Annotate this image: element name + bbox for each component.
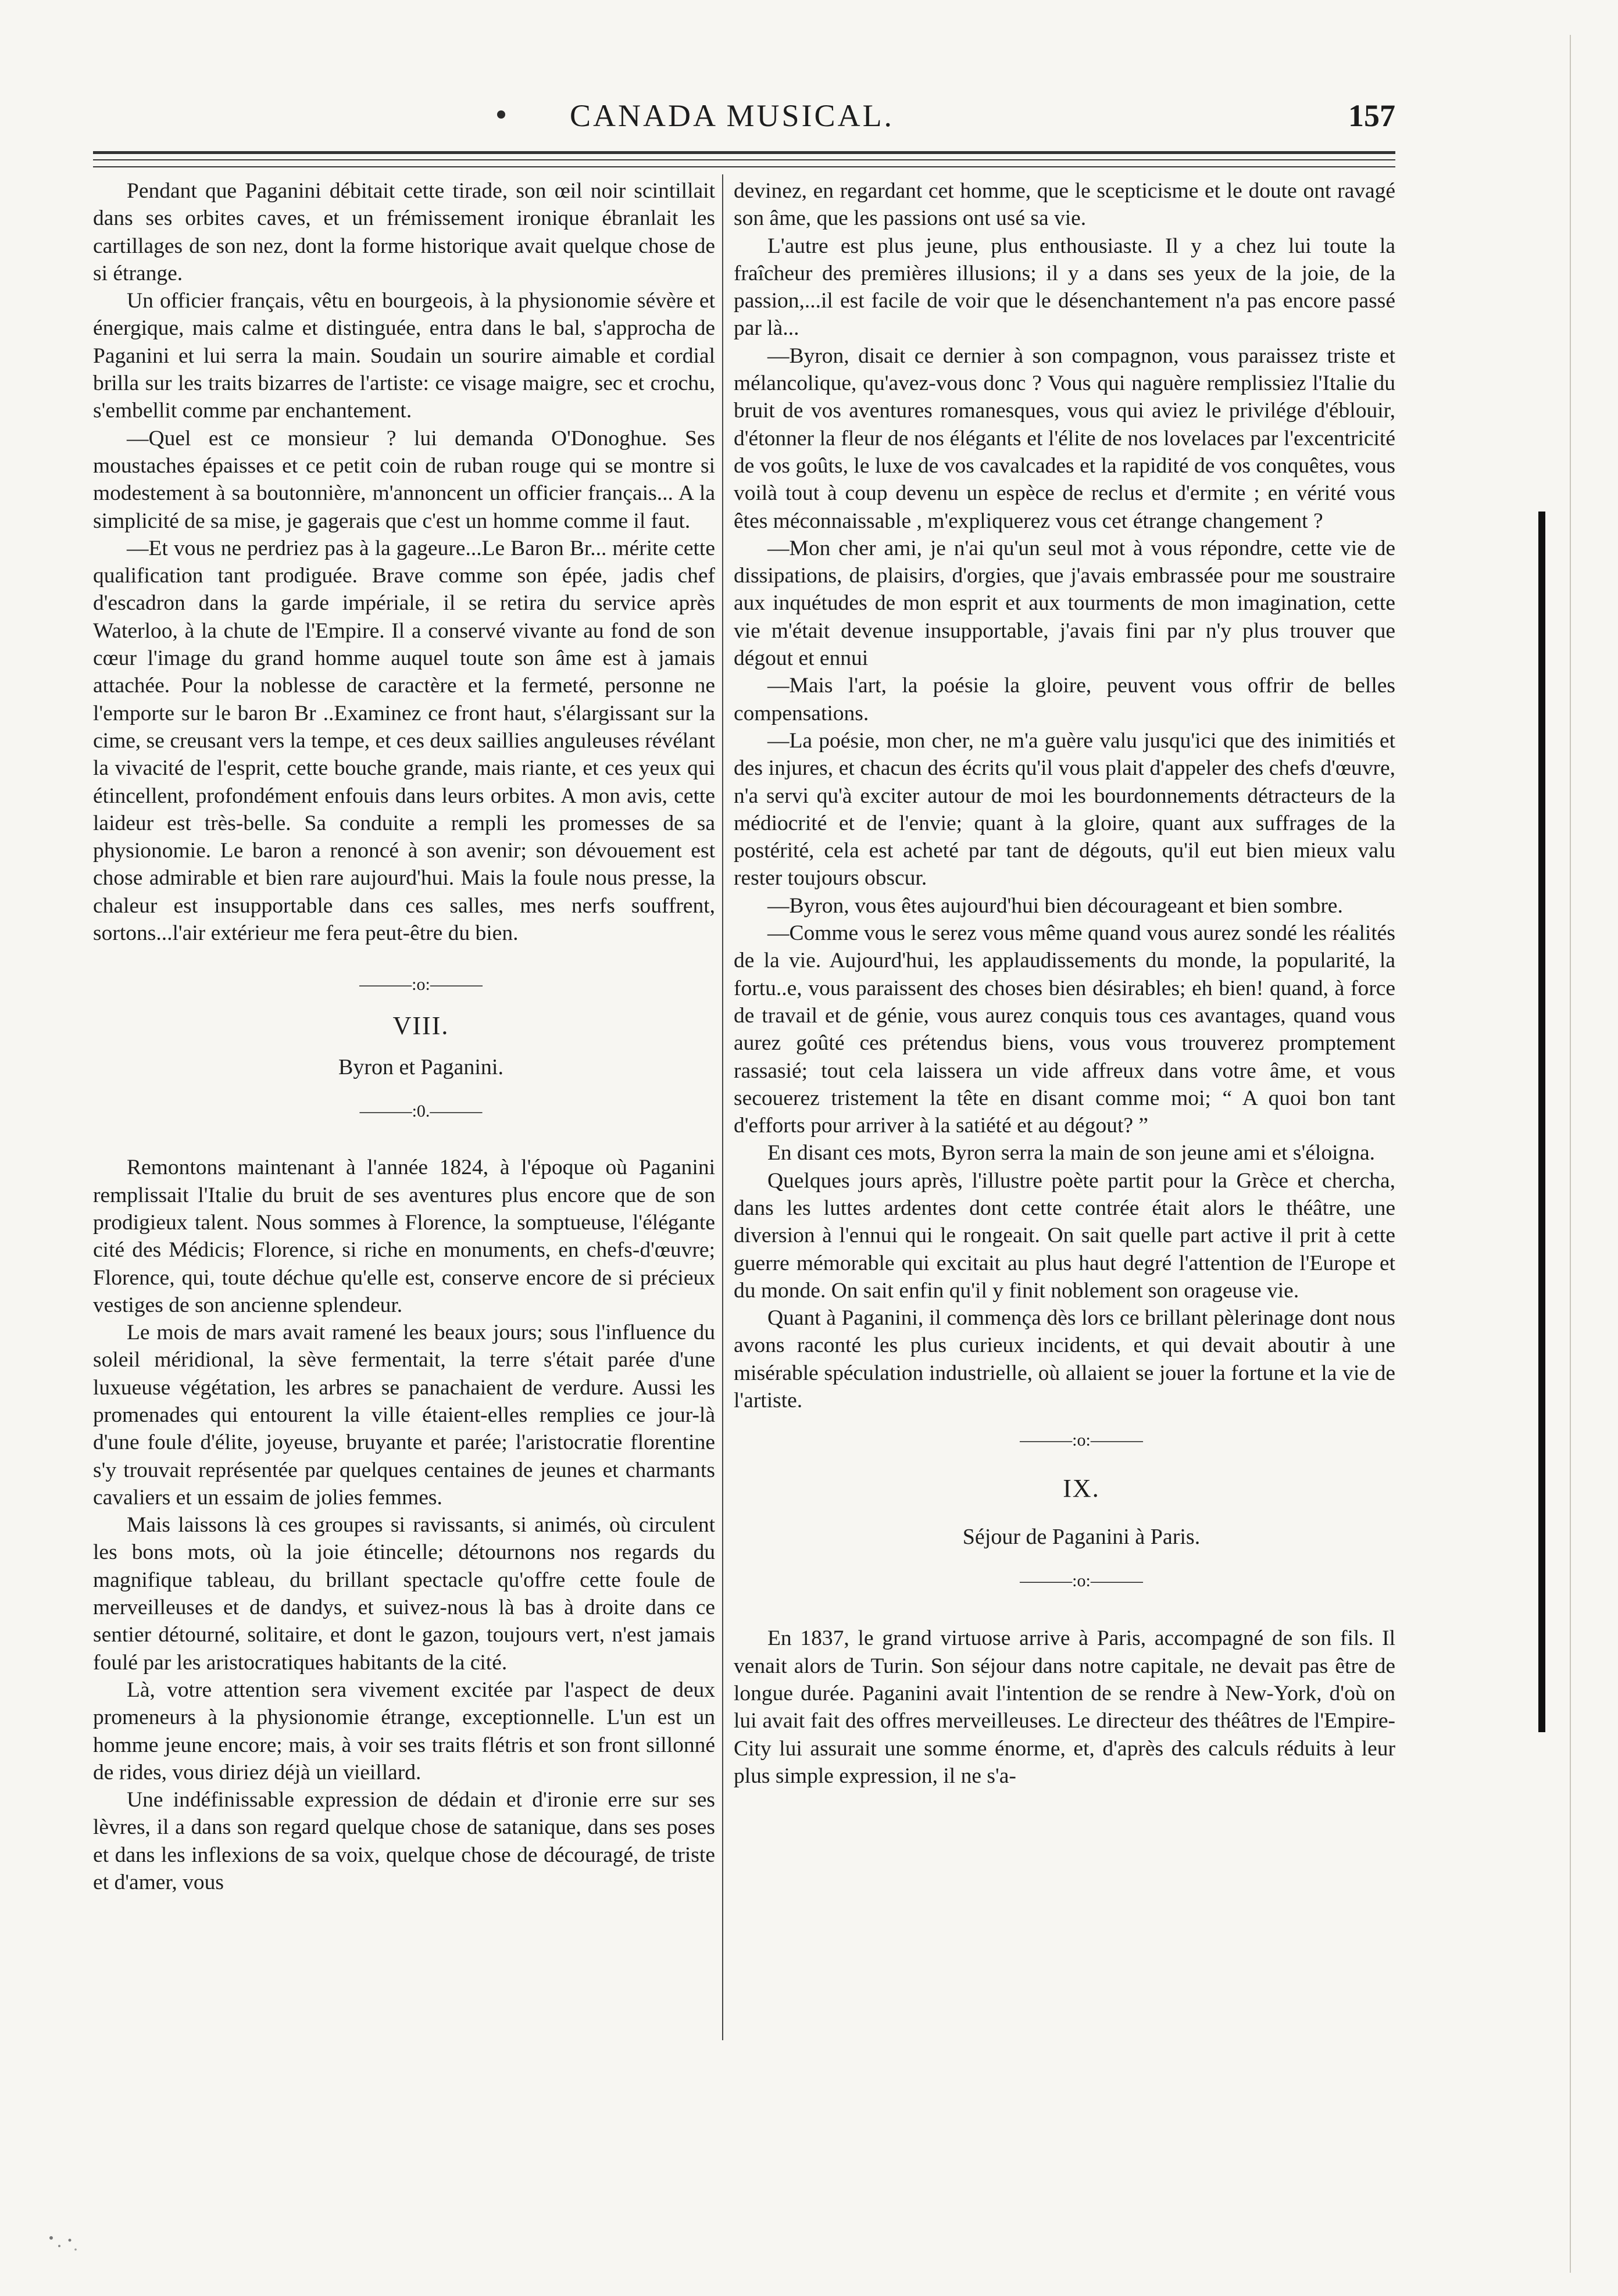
column-divider: [722, 174, 723, 2040]
print-specks: [47, 2232, 81, 2255]
paragraph: devinez, en regardant cet homme, que le scepticisme et le doute ont ravagé son âme, que les passions ont usé sa vie.: [734, 179, 1395, 231]
paragraph: En disant ces mots, Byron serra la main de son jeune ami et s'éloigna.: [767, 1141, 1376, 1165]
section-separator: ———:o:———: [359, 975, 483, 995]
paragraph: Quant à Paganini, il commença dès lors ce brillant pèlerinage dont nous avons raconté les plus curieux incidents, et qui devait aboutir à une misérable spéculation industrielle, où allaient se jouer la fortune et la vie de l'artiste.: [734, 1306, 1395, 1413]
section-separator: ———:o:———: [1020, 1571, 1143, 1591]
paragraph: Quelques jours après, l'illustre poète partit pour la Grèce et chercha, dans les luttes ardentes dont cette contrée était alors le théâtre, une diversion à l'ennui qui le rongeait. On sait quelle part active il prit à cette guerre mémorable qui excitait au plus haut degré l'attention de l'Europe et du monde. On sait enfin qu'il y finit noblement son orageuse vie.: [734, 1168, 1395, 1303]
paragraph: —Byron, vous êtes aujourd'hui bien décourageant et bien sombre.: [767, 893, 1343, 918]
margin-mark: [1538, 512, 1545, 1732]
paragraph: En 1837, le grand virtuose arrive à Paris, accompagné de son fils. Il venait alors de Turin. Son séjour dans notre capitale, ne devait pas être de longue durée. Paganini avait l'intention de se rendre à New-York, d'où on lui avait fait des offres merveilleuses. Le directeur des théâtres de l'Empire-City lui assurait une somme énorme, et, d'après des calculs réduits à leur plus simple expression, il ne s'a-: [734, 1626, 1395, 1788]
page-number: 157: [1348, 98, 1395, 133]
page-header: [76, 87, 1413, 145]
paragraph: Mais laissons là ces groupes si ravissants, si animés, où circulent les bons mots, où la joie étincelle; détournons nos regards du magnifique tableau, du brillant spectacle qu'offre cette foule de merveilleuses et de dandys, et suivez-nous là bas à droite dans ce sentier détourné, solitaire, et dont le gazon, toujours vert, n'est jamais foulé par les aristocratiques habitants de la cité.: [93, 1513, 715, 1675]
paragraph: —La poésie, mon cher, ne m'a guère valu jusqu'ici que des inimitiés et des injures, et chacun des écrits qu'il vous plait d'appeler des chefs d'œuvre, n'a servi qu'à exciter autour de moi les bourdonnements détracteurs de la médiocrité et de l'envie; quant à la gloire, quant aux suffrages de la postérité, cela est acheté par tant de dégouts, qu'il eut bien mieux valu rester toujours obscur.: [734, 728, 1395, 890]
chapter-title: Séjour de Paganini à Paris.: [962, 1525, 1201, 1550]
right-column: [734, 177, 1395, 1790]
section-separator: ———:o:———: [1020, 1430, 1143, 1450]
paragraph: L'autre est plus jeune, plus enthousiaste. Il y a chez lui toute la fraîcheur des premières illusions; il y a dans ses yeux de la joie, de la passion,...il est facile de voir que le désenchantement n'a pas encore passé par là...: [734, 234, 1395, 341]
chapter-title: Byron et Paganini.: [338, 1055, 503, 1080]
paragraph: Pendant que Paganini débitait cette tirade, son œil noir scintillait dans ses orbites caves, et un frémissement ironique ébranlait les cartillages de son nez, dont la forme historique avait quelque chose de si étrange.: [93, 179, 715, 285]
paragraph: —Mon cher ami, je n'ai qu'un seul mot à vous répondre, cette vie de dissipations, de plaisirs, d'orgies, que j'avais embrassée pour me soustraire aux inquétudes de mon esprit et aux tourments de mon imagination, cette vie m'était devenue insupportable, j'avais fini par n'y plus trouver que dégout et ennui: [734, 536, 1395, 671]
running-title: CANADA MUSICAL.: [570, 98, 895, 133]
paragraph: —Byron, disait ce dernier à son compagnon, vous paraissez triste et mélancolique, qu'avez-vous donc ? Vous qui naguère remplissiez l'Italie du bruit de vos aventures romanesques, vous qui aviez le privilége d'éblouir, d'étonner la fleur de nos élégants et l'élite de nos lovelaces par l'excentricité de vos goûts, le luxe de vos cavalcades et la rapidité de vos conquêtes, vous voilà tout à coup devenu un espèce de reclus et d'ermite ; en vérité vous êtes méconnaissable , m'expliquerez vous cet étrange changement ?: [734, 344, 1395, 533]
page-edge: [1570, 35, 1571, 2273]
paragraph: —Quel est ce monsieur ? lui demanda O'Donoghue. Ses moustaches épaisses et ce petit coin de ruban rouge qui se montre si modestement à sa boutonnière, m'annoncent un officier français... A la simplicité de sa mise, je gagerais que c'est un homme comme il faut.: [93, 426, 715, 533]
paragraph: —Mais l'art, la poésie la gloire, peuvent vous offrir de belles compensations.: [734, 674, 1395, 725]
paragraph: Là, votre attention sera vivement excitée par l'aspect de deux promeneurs à la physionomie étrange, exceptionnelle. L'un est un homme jeune encore; mais, à voir ses traits flétris et son front sillonné de rides, vous diriez déjà un vieillard.: [93, 1678, 715, 1784]
header-rule-thin: [93, 159, 1395, 160]
ornament-dot: [497, 110, 505, 119]
paragraph: —Et vous ne perdriez pas à la gageure...Le Baron Br... mérite cette qualification tant prodiguée. Brave comme son épée, jadis chef d'escadron dans la garde impériale, il se retira du service après Waterloo, à la chute de l'Empire. Il a conservé vivante au fond de son cœur l'image du grand homme auquel toute son âme est à jamais attachée. Pour la noblesse de caractère et la fermeté, personne ne l'emporte sur le baron Br ..Examinez ce front haut, s'élargissant sur la cime, se creusant vers la tempe, et ces deux saillies anguleuses révélant la vivacité de l'esprit, cette bouche grande, mais riante, et ces yeux qui étincellent, profondément enfouis dans leurs orbites. A mon avis, cette laideur est très-belle. Sa conduite a rempli les promesses de sa physionomie. Le baron a renoncé à son avenir; son dévouement est chose admirable et bien rare aujourd'hui. Mais la foule nous presse, la chaleur est insupportable dans ces salles, mes nerfs souffrent, sortons...l'air extérieur me fera peut-être du bien.: [93, 536, 715, 946]
chapter-number: VIII.: [392, 1011, 449, 1040]
left-column: [93, 177, 715, 1896]
section-separator: ———:0.———: [359, 1101, 483, 1121]
paragraph: —Comme vous le serez vous même quand vous aurez sondé les réalités de la vie. Aujourd'hui, les applaudissements du monde, la popularité, la fortu..e, vous paraissent des choses bien désirables; eh bien! quand, à force de travail et de génie, vous aurez conquis tous ces avantages, quand vous aurez goûté ces prétendus biens, vous vous trouverez promptement rassasié; tout cela laissera un vide affreux dans votre âme, et vous secouerez tristement la tête en disant comme moi; “ A quoi bon tant d'efforts pour arriver à la satiété et au dégout? ”: [734, 921, 1395, 1138]
paragraph: Une indéfinissable expression de dédain et d'ironie erre sur ses lèvres, il a dans son regard quelque chose de satanique, dans ses poses et dans les inflexions de sa voix, quelque chose de découragé, de triste et d'amer, vous: [93, 1788, 715, 1895]
paragraph: Remontons maintenant à l'année 1824, à l'époque où Paganini remplissait l'Italie du bruit de ses aventures plus encore que de son prodigieux talent. Nous sommes à Florence, la somptueuse, l'élégante cité des Médicis; Florence, si riche en monuments, en chefs-d'œuvre; Florence, qui, toute déchue qu'elle est, conserve encore de si précieux vestiges de son ancienne splendeur.: [93, 1156, 715, 1317]
chapter-number: IX.: [1063, 1474, 1100, 1503]
paragraph: Le mois de mars avait ramené les beaux jours; sous l'influence du soleil méridional, la sève fermentait, la terre s'était parée d'une luxueuse végétation, les arbres se panachaient de verdure. Aussi les promenades qui entourent la ville étaient-elles remplies ce jour-là d'une foule d'élite, joyeuse, bruyante et parée; l'aristocratie florentine s'y trouvait représentée par quelques centaines de jeunes et charmants cavaliers et un essaim de jolies femmes.: [93, 1321, 715, 1510]
header-rule-thick: [93, 151, 1395, 154]
header-rule-thin: [93, 166, 1395, 167]
paragraph: Un officier français, vêtu en bourgeois, à la physionomie sévère et énergique, mais calme et distinguée, entra dans le bal, s'approcha de Paganini et lui serra la main. Soudain un sourire aimable et cordial brilla sur les traits bizarres de l'artiste: ce visage maigre, sec et crochu, s'embellit comme par enchantement.: [93, 289, 715, 423]
